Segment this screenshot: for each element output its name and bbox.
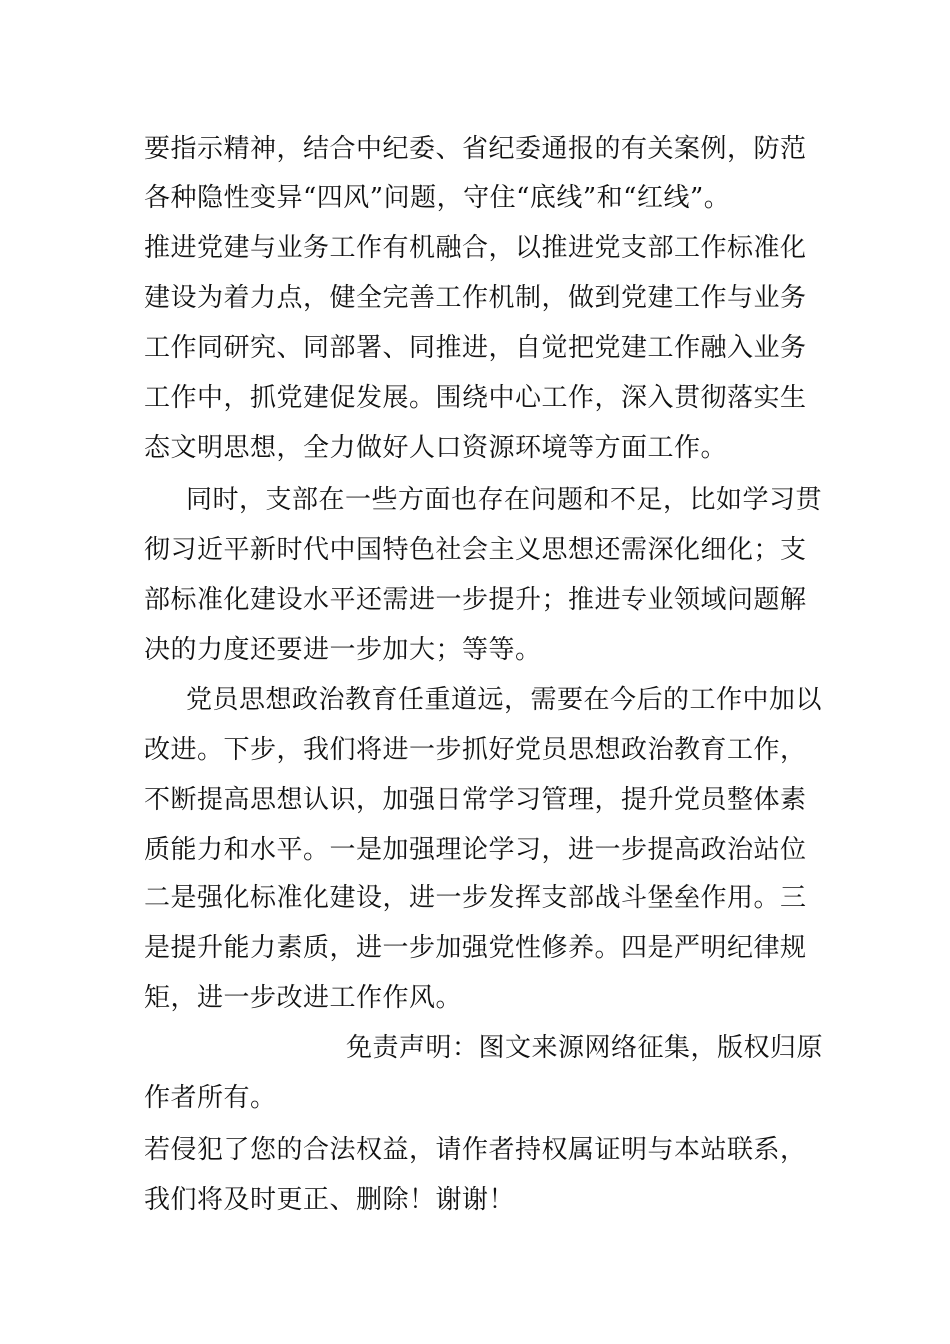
text-line: 改进。下步，我们将进一步抓好党员思想政治教育工作， xyxy=(144,735,807,765)
text-line: 要指示精神，结合中纪委、省纪委通报的有关案例，防范 xyxy=(144,134,807,164)
disclaimer-line: 免责声明：图文来源网络征集，版权归原 xyxy=(346,1033,824,1063)
disclaimer-line: 若侵犯了您的合法权益，请作者持权属证明与本站联系， xyxy=(144,1135,807,1165)
text-line: 工作中，抓党建促发展。围绕中心工作，深入贯彻落实生 xyxy=(144,383,807,413)
text-line: 建设为着力点，健全完善工作机制，做到党建工作与业务 xyxy=(144,283,807,313)
text-line: 推进党建与业务工作有机融合，以推进党支部工作标准化 xyxy=(144,233,807,263)
text-line: 二是强化标准化建设，进一步发挥支部战斗堡垒作用。三 xyxy=(144,883,807,913)
disclaimer-line: 我们将及时更正、删除！谢谢！ xyxy=(144,1185,516,1215)
text-line: 工作同研究、同部署、同推进，自觉把党建工作融入业务 xyxy=(144,333,807,363)
text-line: 矩，进一步改进工作作风。 xyxy=(144,983,463,1013)
text-line: 各种隐性变异“四风”问题，守住“底线”和“红线”。 xyxy=(144,183,731,213)
disclaimer-line: 作者所有。 xyxy=(144,1083,277,1113)
text-line: 是提升能力素质，进一步加强党性修养。四是严明纪律规 xyxy=(144,933,807,963)
text-line: 不断提高思想认识，加强日常学习管理，提升党员整体素 xyxy=(144,785,807,815)
text-line: 态文明思想，全力做好人口资源环境等方面工作。 xyxy=(144,433,728,463)
text-line: 决的力度还要进一步加大；等等。 xyxy=(144,635,542,665)
text-line: 部标准化建设水平还需进一步提升；推进专业领域问题解 xyxy=(144,585,807,615)
text-line: 质能力和水平。一是加强理论学习，进一步提高政治站位 xyxy=(144,835,807,865)
text-line: 同时，支部在一些方面也存在问题和不足，比如学习贯 xyxy=(186,485,823,515)
text-line: 党员思想政治教育任重道远，需要在今后的工作中加以 xyxy=(186,685,823,715)
text-line: 彻习近平新时代中国特色社会主义思想还需深化细化；支 xyxy=(144,535,807,565)
